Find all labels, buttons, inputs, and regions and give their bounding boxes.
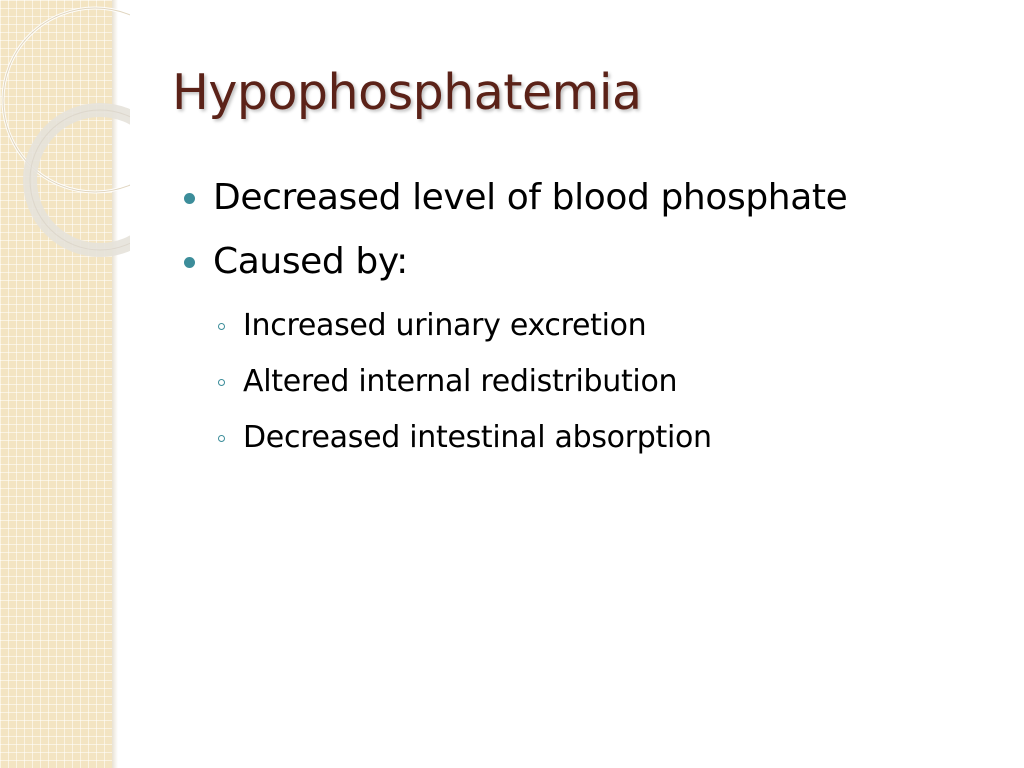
ring-bullet-icon [218,435,225,442]
sub-bullet-text: Increased urinary excretion [243,308,647,343]
slide-title: Hypophosphatemia [172,64,642,121]
ring-bullet-icon [218,323,225,330]
sub-bullet-item [184,360,984,416]
bullet-text: Decreased level of blood phosphate [213,177,848,218]
sub-bullet-list [184,304,984,472]
bullet-dot-icon [184,193,195,204]
sub-bullet-text: Altered internal redistribution [243,364,678,399]
bullet-item [184,172,984,236]
bullet-text: Caused by: [213,241,408,282]
sub-bullet-item [184,416,984,472]
ring-bullet-icon [218,379,225,386]
sub-bullet-item [184,304,984,360]
slide-content [184,172,984,472]
bullet-item [184,236,984,300]
sub-bullet-text: Decreased intestinal absorption [243,420,712,455]
concentric-rings-icon [0,0,130,260]
bullet-dot-icon [184,257,195,268]
